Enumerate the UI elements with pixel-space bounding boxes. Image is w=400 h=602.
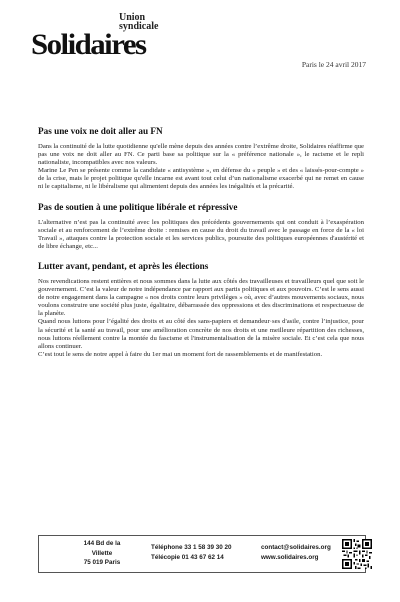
solidaires-logo (31, 12, 181, 61)
qr-code-icon (342, 539, 372, 569)
footer-address (67, 539, 137, 568)
section-lutter (38, 261, 364, 359)
website-link[interactable]: www.solidaires.org (261, 554, 319, 561)
footer-phone-block (151, 543, 232, 563)
logo-solidaires-text: Solidaires (31, 28, 146, 61)
footer-web-block (261, 543, 331, 563)
contact-footer (38, 535, 366, 573)
paragraph: Nos revendications restent entières et nous sommes dans la lutte aux côtés des travailleuses et travailleurs quel que soit le gouvernement. C’est la valeur de notre indépendance par rapport aux partis politiques et aux pouvoirs. C’est le sens aussi de notre engagement dans la campagne « nos droits contre leurs privilèges » où, avec d’autres mouvements sociaux, nous voulons construire une société plus juste, égalitaire, débarrassée des oppressions et des discriminations et respectueuse de la planète. (38, 277, 364, 318)
address-line: 75 019 Paris (83, 559, 121, 566)
section-title: Pas de soutien à une politique libérale et répressive (38, 201, 238, 212)
address-line: 144 Bd de la (83, 540, 121, 547)
document-body (38, 126, 364, 369)
document-date: Paris le 24 avril 2017 (301, 60, 366, 69)
section-fn (38, 126, 364, 192)
section-politique-liberale (38, 202, 364, 251)
logo-syndicale-text: syndicale (119, 21, 159, 32)
paragraph: L'alternative n’est pas la continuité avec les politiques des précédents gouvernements qui ont conduit à l’exaspération sociale et au renforcement de l’extrême droite : remises en cause du droit du travail avec le passage en force de la « loi Travail », attaques contre la protection sociale et les services publics, poursuite des politiques européennes d'austérité et de libre échange, etc... (38, 218, 364, 250)
section-title: Lutter avant, pendant, et après les élections (38, 260, 209, 271)
address-line: Villette (91, 549, 113, 557)
phone-number: Téléphone 33 1 58 39 30 20 (151, 544, 232, 551)
email-link[interactable]: contact@solidaires.org (261, 544, 331, 551)
fax-number: Télécopie 01 43 67 62 14 (151, 554, 224, 561)
logo-union-text: Union (119, 12, 146, 23)
paragraph: Marine Le Pen se présente comme la candidate « antisystème », en défense du « peuple » et des « laissés-pour-compte » de la crise, mais le projet politique qu'elle incarne est avant tout celui d’un nationalisme exacerbé qui ne remet en cause ni le capitalisme, ni le libéralisme qui alimentent depuis des années les inégalités et la précarité. (38, 167, 364, 191)
section-title: Pas une voix ne doit aller au FN (38, 126, 163, 136)
paragraph: Dans la continuité de la lutte quotidienne qu'elle mène depuis des années contre l’extrême droite, Solidaires réaffirme que pas une voix ne doit aller au FN. Ce parti base sa politique sur la « préférence nationale », le racisme et le repli nationaliste, incompatibles avec nos valeurs. (38, 143, 364, 167)
paragraph: Quand nous luttons pour l’égalité des droits et au côté des sans-papiers et demandeur·ses d'asile, contre l’injustice, pour la sécurité et la santé au travail, pour une amélioration concrète de nos droits et une meilleure répartition des richesses, nous luttons réellement contre la montée du fascisme et l'instrumentalisation de la misère sociale. Et c’est cela que nous allons continuer. (38, 318, 364, 350)
paragraph: C’est tout le sens de notre appel à faire du 1er mai un moment fort de rassemblements et de manifestation. (38, 350, 323, 358)
